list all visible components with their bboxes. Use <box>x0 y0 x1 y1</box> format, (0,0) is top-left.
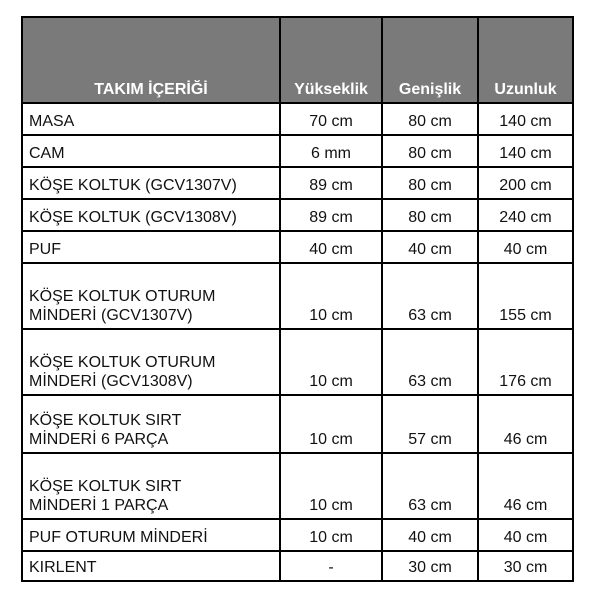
item-length: 240 cm <box>478 199 573 231</box>
table-row <box>22 103 573 135</box>
item-name: KIRLENT <box>22 551 280 581</box>
table-row <box>22 395 573 453</box>
item-length: 30 cm <box>478 551 573 581</box>
item-height: 10 cm <box>280 263 382 329</box>
table-row <box>22 167 573 199</box>
table-row <box>22 263 573 329</box>
header-height: Yükseklik <box>280 17 382 103</box>
item-width: 57 cm <box>382 395 478 453</box>
item-name: KÖŞE KOLTUK (GCV1307V) <box>22 167 280 199</box>
item-name: KÖŞE KOLTUK SIRT MİNDERİ 6 PARÇA <box>22 395 280 453</box>
table-row <box>22 519 573 551</box>
item-width: 80 cm <box>382 103 478 135</box>
item-name: PUF <box>22 231 280 263</box>
item-width: 80 cm <box>382 135 478 167</box>
item-name: KÖŞE KOLTUK (GCV1308V) <box>22 199 280 231</box>
item-name: CAM <box>22 135 280 167</box>
table-row <box>22 329 573 395</box>
item-width: 63 cm <box>382 329 478 395</box>
header-width: Genişlik <box>382 17 478 103</box>
item-height: 89 cm <box>280 167 382 199</box>
item-length: 140 cm <box>478 135 573 167</box>
item-width: 80 cm <box>382 199 478 231</box>
item-height: 10 cm <box>280 519 382 551</box>
item-length: 200 cm <box>478 167 573 199</box>
table-row <box>22 199 573 231</box>
item-name: PUF OTURUM MİNDERİ <box>22 519 280 551</box>
item-height: 10 cm <box>280 329 382 395</box>
item-height: 10 cm <box>280 453 382 519</box>
item-width: 63 cm <box>382 453 478 519</box>
item-length: 46 cm <box>478 453 573 519</box>
item-length: 155 cm <box>478 263 573 329</box>
item-height: 10 cm <box>280 395 382 453</box>
item-height: - <box>280 551 382 581</box>
item-width: 80 cm <box>382 167 478 199</box>
item-height: 70 cm <box>280 103 382 135</box>
item-name: MASA <box>22 103 280 135</box>
product-spec-table <box>21 16 574 582</box>
table-row <box>22 135 573 167</box>
item-name: KÖŞE KOLTUK SIRT MİNDERİ 1 PARÇA <box>22 453 280 519</box>
item-width: 40 cm <box>382 519 478 551</box>
item-length: 40 cm <box>478 231 573 263</box>
item-length: 176 cm <box>478 329 573 395</box>
item-width: 63 cm <box>382 263 478 329</box>
item-height: 6 mm <box>280 135 382 167</box>
item-name: KÖŞE KOLTUK OTURUM MİNDERİ (GCV1308V) <box>22 329 280 395</box>
item-height: 89 cm <box>280 199 382 231</box>
item-height: 40 cm <box>280 231 382 263</box>
table-row <box>22 231 573 263</box>
item-length: 46 cm <box>478 395 573 453</box>
header-length: Uzunluk <box>478 17 573 103</box>
item-width: 30 cm <box>382 551 478 581</box>
item-length: 140 cm <box>478 103 573 135</box>
item-name: KÖŞE KOLTUK OTURUM MİNDERİ (GCV1307V) <box>22 263 280 329</box>
item-width: 40 cm <box>382 231 478 263</box>
item-length: 40 cm <box>478 519 573 551</box>
table-header-row <box>22 17 573 103</box>
table-row <box>22 551 573 581</box>
table-row <box>22 453 573 519</box>
header-set-contents: TAKIM İÇERİĞİ <box>22 17 280 103</box>
